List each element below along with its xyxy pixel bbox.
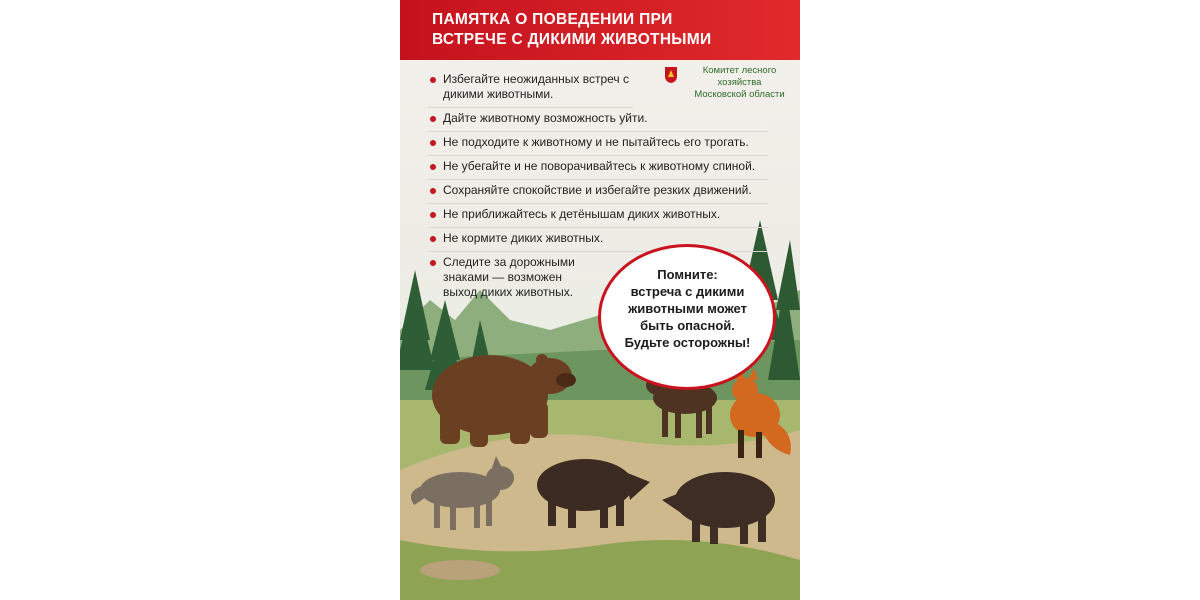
- rule-text: Следите за дорожными знаками — возможен выход диких животных.: [443, 255, 575, 299]
- rule-text: Дайте животному возможность уйти.: [443, 111, 648, 125]
- warning-line: животными может: [628, 301, 747, 316]
- bullet-icon: [430, 164, 436, 170]
- bullet-icon: [430, 236, 436, 242]
- warning-text: [605, 266, 770, 351]
- list-item: [428, 135, 768, 156]
- warning-line: быть опасной.: [640, 318, 735, 333]
- rule-text: Сохраняйте спокойствие и избегайте резких движений.: [443, 183, 752, 197]
- bullet-icon: [430, 212, 436, 218]
- bullet-icon: [430, 116, 436, 122]
- rule-text: Не убегайте и не поворачивайтесь к животному спиной.: [443, 159, 756, 173]
- list-item: [428, 111, 768, 132]
- bullet-icon: [430, 188, 436, 194]
- warning-line: Помните:: [657, 267, 718, 282]
- title-line: ПАМЯТКА О ПОВЕДЕНИИ ПРИ: [432, 11, 673, 28]
- header-banner: [400, 0, 800, 60]
- list-item: [428, 207, 768, 228]
- list-item: [428, 255, 588, 305]
- bullet-icon: [430, 77, 436, 83]
- warning-line: встреча с дикими: [630, 284, 745, 299]
- rule-text: Не подходите к животному и не пытайтесь его трогать.: [443, 135, 749, 149]
- rule-text: Не приближайтесь к детёнышам диких животных.: [443, 207, 721, 221]
- list-item: [428, 159, 768, 180]
- list-item: [428, 183, 768, 204]
- safety-poster: [400, 0, 800, 600]
- bullet-icon: [430, 140, 436, 146]
- rule-text: Не кормите диких животных.: [443, 231, 604, 245]
- logo-line: Комитет лесного хозяйства: [702, 65, 777, 88]
- warning-line: Будьте осторожны!: [624, 335, 751, 350]
- bullet-icon: [430, 260, 436, 266]
- title-line: ВСТРЕЧЕ С ДИКИМИ ЖИВОТНЫМИ: [432, 31, 712, 48]
- list-item: [428, 72, 633, 108]
- logo-line: Московской области: [694, 89, 785, 100]
- rule-text: Избегайте неожиданных встреч с дикими животными.: [443, 72, 629, 101]
- page-title: [432, 10, 772, 50]
